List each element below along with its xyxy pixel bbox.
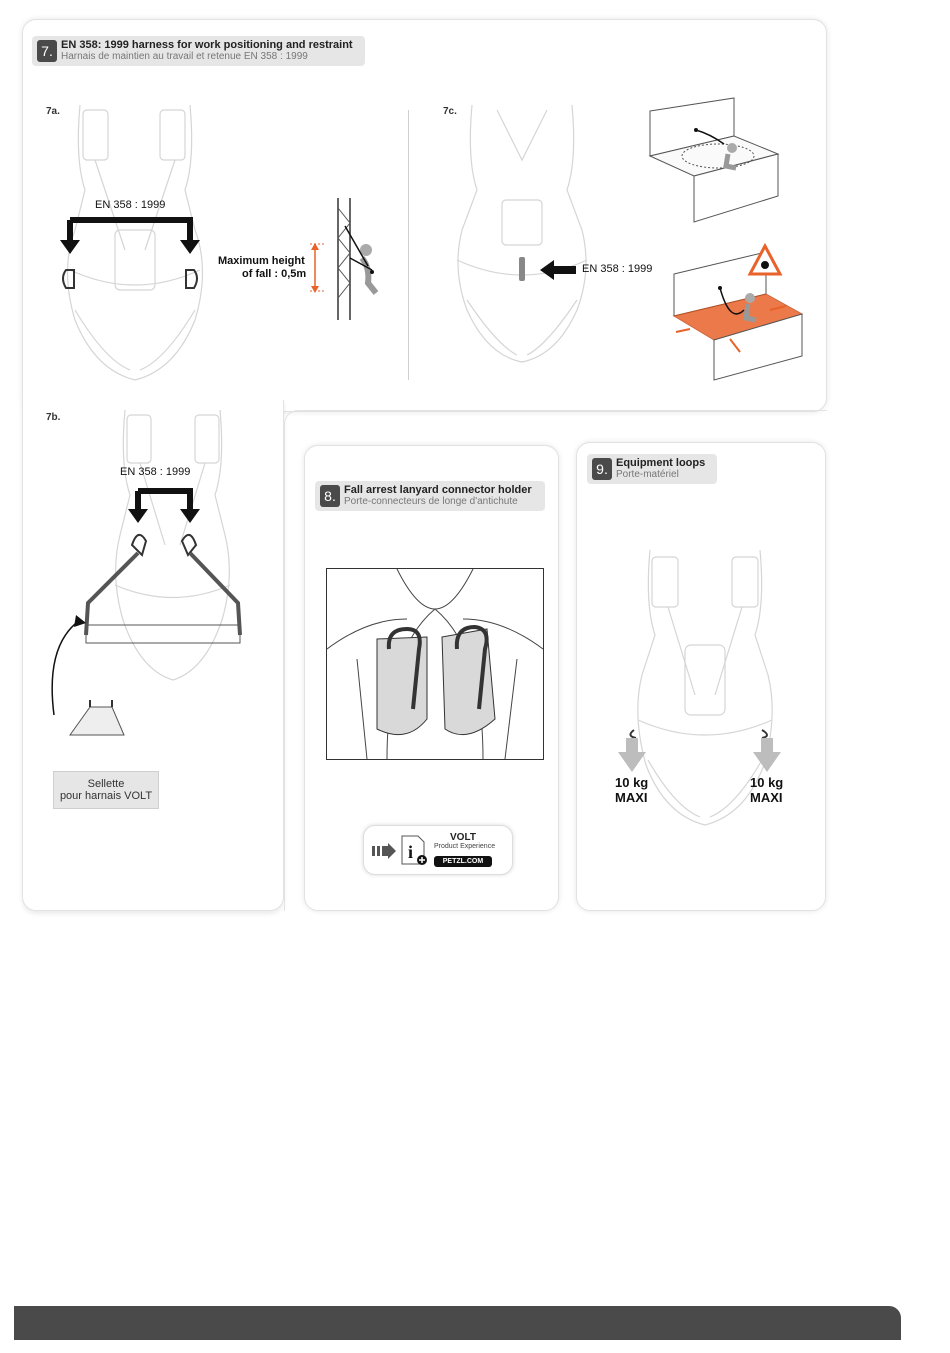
- seat-accessory-label-box: [53, 771, 159, 809]
- section-number: 8.: [320, 485, 340, 507]
- product-info-box[interactable]: [363, 825, 513, 875]
- section-7-header: [32, 36, 365, 66]
- info-document-icon: [400, 834, 430, 866]
- section-subtitle: Harnais de maintien au travail et retenue EN 358 : 1999: [61, 51, 308, 62]
- website-badge[interactable]: PETZL.COM: [434, 856, 492, 867]
- standard-label-7a: EN 358 : 1999: [95, 199, 166, 211]
- seat-accessory-line1: Sellette: [87, 778, 125, 790]
- svg-text:i: i: [408, 842, 414, 862]
- product-caption: Product Experience: [434, 843, 496, 850]
- attachment-arrows-7a: [60, 218, 200, 288]
- fall-hazard-diagram: [670, 244, 810, 384]
- section-subtitle: Porte-connecteurs de longe d'antichute: [344, 496, 518, 507]
- seat-accessory-line2: pour harnais VOLT: [59, 790, 153, 802]
- worker-with-lanyards-illustration: [327, 569, 543, 759]
- connector-holder-photo: [326, 568, 544, 760]
- section-number: 7.: [37, 40, 57, 62]
- section-9-header: [587, 454, 717, 484]
- page-footer-bar: [14, 1306, 901, 1340]
- right-load-limit-line2: MAXI: [750, 790, 783, 805]
- equipment-loop-load-arrows: [612, 728, 787, 778]
- section-title: Fall arrest lanyard connector holder: [344, 484, 532, 496]
- section-subtitle: Porte-matériel: [616, 469, 679, 480]
- seat-attachment-diagram: [50, 485, 250, 760]
- restraint-safe-diagram: [648, 96, 780, 224]
- section-8-header: [315, 481, 545, 511]
- standard-label-7c: EN 358 : 1999: [582, 263, 653, 275]
- rear-attachment-arrow: [518, 255, 583, 285]
- section-title: EN 358: 1999 harness for work positioning and restraint: [61, 39, 353, 51]
- max-height-label-line1: Maximum height: [218, 255, 305, 267]
- left-load-limit-line1: 10 kg: [615, 775, 649, 790]
- arrow-right-icon: [372, 843, 396, 859]
- figure-divider: [408, 110, 409, 380]
- harness-back-illustration-7c: [452, 100, 592, 365]
- section-number: 9.: [592, 458, 612, 480]
- max-height-label-line2: of fall : 0,5m: [242, 268, 307, 280]
- section-title: Equipment loops: [616, 457, 706, 469]
- product-name: VOLT: [450, 832, 476, 843]
- figure-label-7c: 7c.: [443, 106, 457, 117]
- figure-label-7a: 7a.: [46, 106, 60, 117]
- fall-height-diagram: [310, 198, 385, 323]
- figure-label-7b: 7b.: [46, 412, 61, 423]
- right-load-limit-line1: 10 kg: [750, 775, 784, 790]
- standard-label-7b: EN 358 : 1999: [120, 466, 191, 478]
- left-load-limit-line2: MAXI: [615, 790, 648, 805]
